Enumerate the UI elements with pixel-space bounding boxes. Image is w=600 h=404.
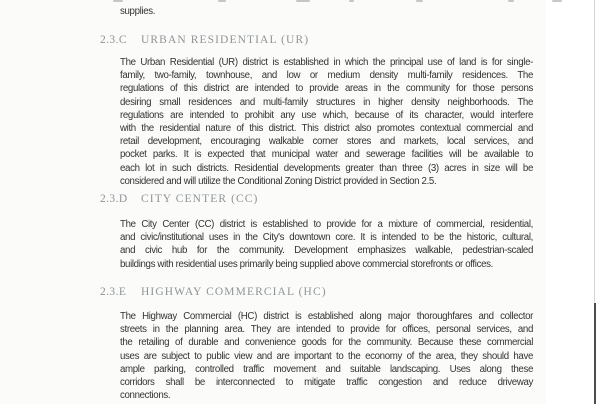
text-line: regulations are intended to prohibit any use which, because of its character, would interfere [120,109,533,121]
text-line: and civic/institutional uses in the City's downtown core. It is intended to be the historic, cultural, [120,232,533,244]
cropped-line-artifact [296,0,310,2]
text-line: retail development, encouraging walkable corner stores and markets, local services, and [120,136,533,148]
section-heading [100,285,560,299]
section-paragraph [120,310,533,402]
text-line: connections. [120,390,171,402]
paragraph-fragment: supplies. [120,6,156,17]
text-line: considered and will utilize the Conditional Zoning District provided in Section 2.5. [120,175,437,187]
text-line: with the residential nature of this district. This district also promotes contextual commercial and [120,122,533,134]
cropped-line-artifact [218,0,226,2]
section-title: HIGHWAY COMMERCIAL (HC) [141,286,327,298]
page-edge-line-dark [594,303,596,404]
text-line: each lot in such districts. Residential developments greater than three (3) acres in size will be [120,162,533,174]
text-line: The City Center (CC) district is established to provide for a mixture of commercial, residential, [120,219,533,230]
text-line: The Urban Residential (UR) district is established in which the principal use of land is for single- [120,57,533,68]
text-line: ample parking, controlled traffic movement and suitable landscaping. Uses along these [120,363,533,375]
text-line: The Highway Commercial (HC) district is established along major thoroughfares and collector [120,311,533,322]
text-line: and civic hub for the community. Development emphasizes walkable, pedestrian-scaled [120,245,533,257]
cropped-line-artifact [508,0,514,2]
text-line: uses are subject to public view and are important to the economy of the area, they should have [120,350,533,362]
cropped-line-artifact [349,0,354,2]
section-number: 2.3.D [100,193,128,205]
section-paragraph [120,56,533,188]
cropped-line-artifact [113,0,123,2]
section-paragraph [120,218,533,271]
section-title: URBAN RESIDENTIAL (UR) [141,34,310,46]
text-line: buildings with residential uses primarily being supplied above commercial storefronts or offices. [120,258,493,270]
section-heading [100,33,560,47]
cropped-line-artifact [552,0,562,2]
section-title: CITY CENTER (CC) [141,193,259,205]
text-line: family, two-family, townhouse, and low or medium density multi-family residences. The [120,70,533,82]
text-line: the retailing of durable and convenience goods for the community. Because these commercial [120,337,533,349]
section-number: 2.3.E [100,286,127,298]
section-number: 2.3.C [100,34,127,46]
text-line: regulations of this district are intended to provide areas in the community for those persons [120,83,533,95]
cropped-line-artifact [416,0,423,2]
text-line: pocket parks. It is expected that municipal water and sewerage facilities will be available to [120,149,533,161]
page-edge-line-light [594,0,595,303]
text-line: desiring small residences and multi-family structures in higher density neighborhoods. The [120,96,533,108]
text-line: corridors shall be interconnected to mitigate traffic congestion and reduce driveway [120,376,533,388]
text-line: streets in the planning area. They are intended to provide for offices, personal services, and [120,324,533,336]
section-heading [100,192,560,206]
